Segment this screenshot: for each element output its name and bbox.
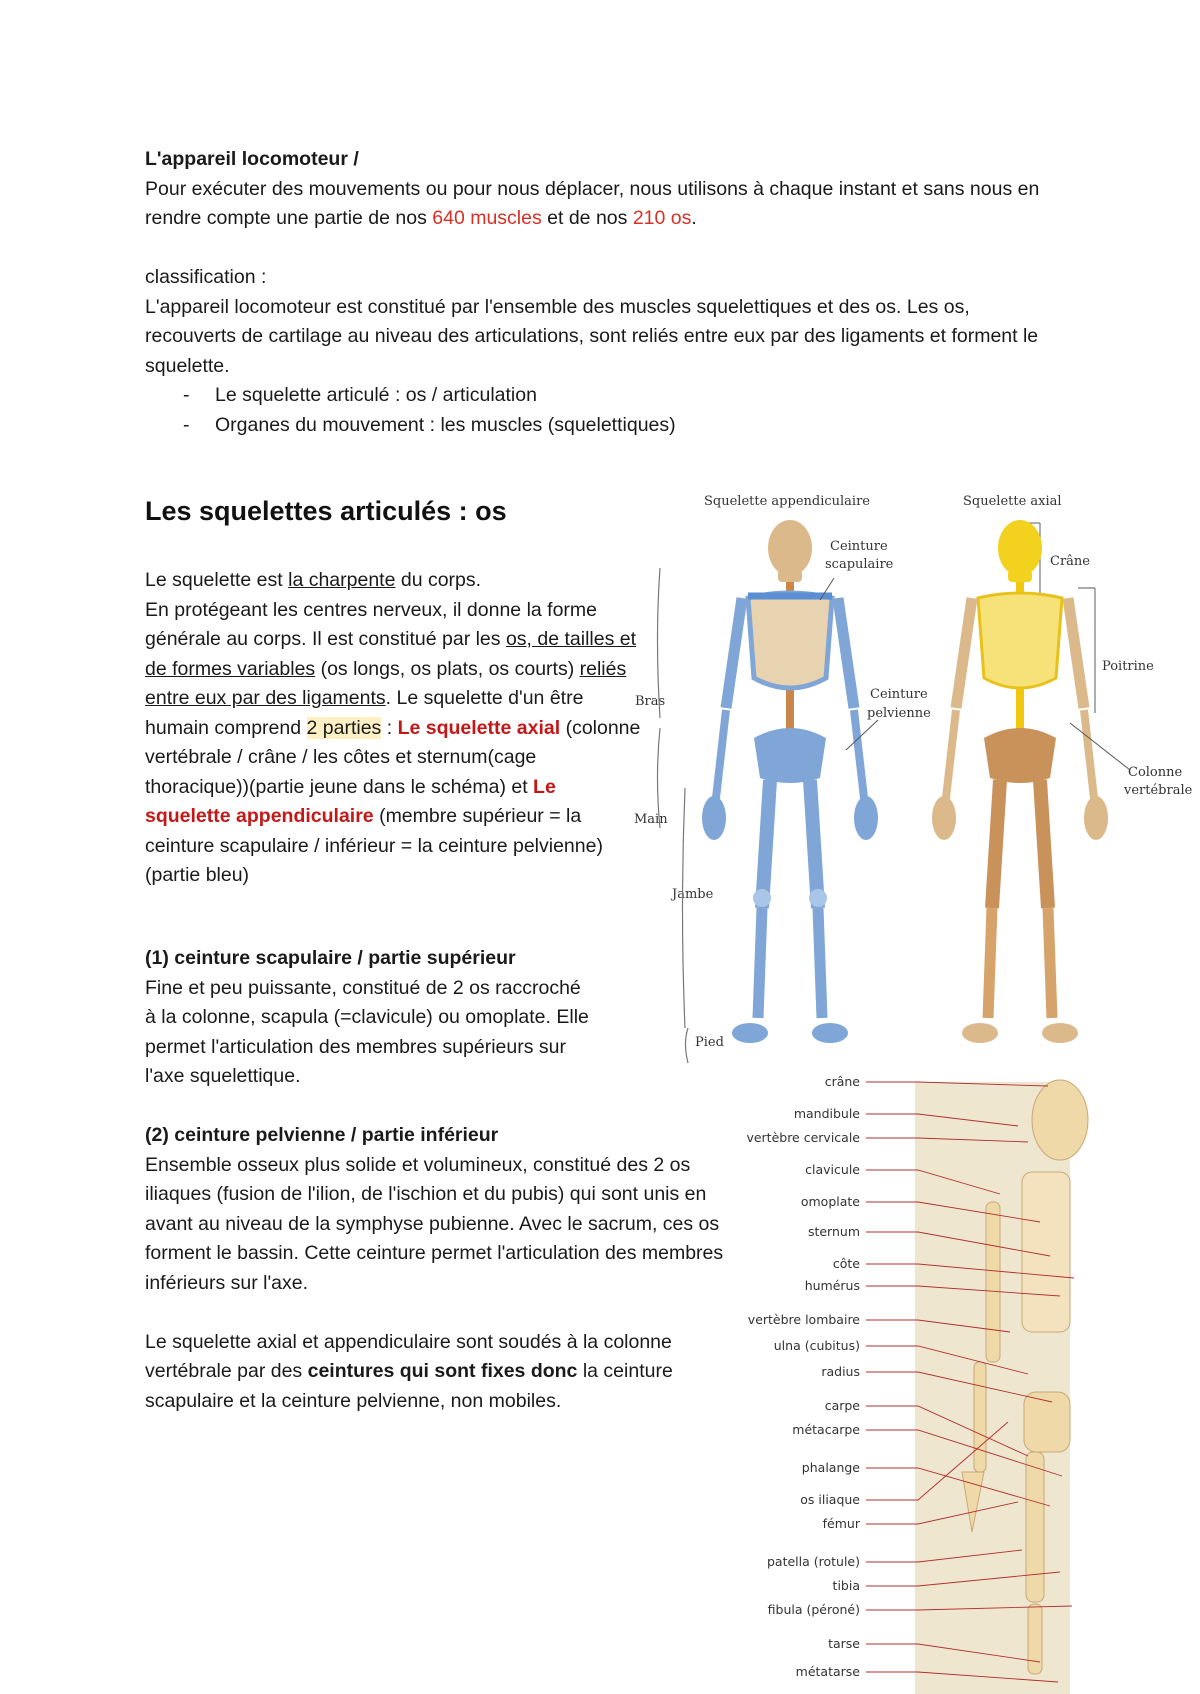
ceinture-scapulaire-title: (1) ceinture scapulaire / partie supérieur: [145, 947, 516, 969]
fig2-label: sternum: [807, 1224, 860, 1239]
section-heading: Les squelettes articulés : os: [145, 496, 507, 526]
fig2-label: omoplate: [800, 1194, 860, 1209]
label-ceinture-pelv-2: pelvienne: [867, 706, 931, 721]
intro-title: L'appareil locomoteur /: [145, 148, 359, 170]
appendicular-skeleton: [702, 520, 878, 1043]
fig2-label: patella (rotule): [766, 1554, 860, 1569]
conclusion-a: Le squelette axial et appendiculaire sont soudés à la colonne vertébrale par des: [145, 1330, 672, 1382]
fig2-label: tibia: [832, 1578, 860, 1593]
label-ceinture-pelv-1: Ceinture: [870, 687, 928, 702]
label-colonne-1: Colonne: [1128, 765, 1183, 780]
label-bras: Bras: [635, 694, 666, 709]
fig2-label: radius: [821, 1364, 860, 1379]
fig2-label: ulna (cubitus): [773, 1338, 860, 1353]
fig2-label: carpe: [824, 1398, 860, 1413]
label-crane: Crâne: [1050, 554, 1090, 569]
label-main: Main: [634, 812, 668, 827]
ceinture-pelvienne-title: (2) ceinture pelvienne / partie inférieur: [145, 1124, 499, 1146]
fig-title-appendicular: Squelette appendiculaire: [704, 494, 870, 509]
intro-text-b: et de nos: [541, 207, 633, 229]
bullet-item: - Le squelette articulé : os / articulation: [183, 381, 1065, 411]
fig2-label: tarse: [828, 1636, 860, 1651]
s2-text-e: (colonne vertébrale / crâne / les côtes et sternum(cage thoracique))(partie jeune dans le schéma) et: [145, 716, 641, 798]
s2-text-c: . Le squelette d'un être humain comprend: [145, 687, 584, 739]
intro-paragraph: [145, 175, 1065, 234]
fig2-label: côte: [832, 1256, 860, 1271]
intro-text-c: .: [691, 207, 697, 229]
squelette-sentence: [145, 566, 645, 596]
fig2-label: vertèbre lombaire: [747, 1312, 860, 1327]
axial-term: Le squelette axial: [397, 716, 561, 739]
label-colonne-2: vertébrale: [1124, 783, 1193, 798]
fig2-label: métatarse: [795, 1664, 860, 1679]
conclusion-b: la ceinture scapulaire et la ceinture pelvienne, non mobiles.: [145, 1360, 673, 1412]
fig2-label: crâne: [824, 1074, 860, 1089]
s2-underline: os, de tailles et de formes variables: [145, 628, 637, 680]
label-ceinture-scap-2: scapulaire: [825, 557, 894, 572]
intro-block: [145, 145, 1065, 440]
muscles-count: 640 muscles: [432, 207, 542, 229]
bullet-list: [145, 381, 1065, 440]
classification-text: L'appareil locomoteur est constitué par l'ensemble des muscles squelettiques et des os. Les os, recouverts de cartilage au niveau des articulations, sont reliés entre eux par des ligaments et forment le squelette.: [145, 295, 1039, 377]
fig2-label: fémur: [822, 1516, 860, 1531]
label-jambe: Jambe: [672, 887, 714, 902]
s2-underline-2: reliés entre eux par des ligaments: [145, 657, 627, 709]
s2-text-d: :: [381, 716, 398, 739]
bullet-item: - Organes du mouvement : les muscles (squelettiques): [183, 411, 1065, 441]
fig2-label: os iliaque: [800, 1492, 860, 1507]
ceinture-pelvienne-text: Ensemble osseux plus solide et volumineux, constitué des 2 os iliaques (fusion de l'ilion, de l'ischion et du pubis) qui sont unis en avant au niveau de la symphyse pubienne. Avec le sacrum, ces os forment le bassin. Cette ceinture permet l'articulation des membres inférieurs sur l'axe.: [145, 1153, 724, 1294]
fig2-label: vertèbre cervicale: [746, 1130, 860, 1145]
s1-underline: la charpente: [288, 569, 396, 591]
appendicular-term: Le squelette appendiculaire: [145, 775, 556, 827]
fig2-label: clavicule: [805, 1162, 860, 1177]
conclusion-bold: ceintures qui sont fixes donc: [307, 1360, 578, 1382]
s2-text-b: (os longs, os plats, os courts): [315, 657, 580, 680]
s1-text-b: du corps.: [395, 569, 482, 591]
conclusion-text: [145, 1328, 745, 1417]
label-poitrine: Poitrine: [1102, 659, 1154, 674]
fig-title-axial: Squelette axial: [963, 494, 1062, 509]
s2-text-f: (membre supérieur = la ceinture scapulaire / inférieur = la ceinture pelvienne)(partie bleu): [145, 805, 603, 886]
label-ceinture-scap-1: Ceinture: [830, 539, 888, 554]
skeleton-diagram-figure: [630, 488, 1200, 1068]
fig2-label: métacarpe: [792, 1422, 860, 1437]
classification-label: classification :: [145, 266, 267, 288]
s2-text: En protégeant les centres nerveux, il donne la forme générale au corps. Il est constitué par les: [145, 598, 598, 650]
os-count: 210 os: [632, 207, 692, 229]
label-pied: Pied: [695, 1035, 724, 1050]
fig2-label: mandibule: [793, 1106, 860, 1121]
ceinture-scapulaire-text: Fine et peu puissante, constitué de 2 os raccroché à la colonne, scapula (=clavicule) ou omoplate. Elle permet l'articulation des membres supérieurs sur l'axe squelettique.: [145, 976, 589, 1087]
labeled-skeleton-figure: [746, 1072, 1070, 1694]
fig2-labels: [746, 1074, 860, 1679]
axial-skeleton: [932, 520, 1108, 1043]
intro-text-a: Pour exécuter des mouvements ou pour nous déplacer, nous utilisons à chaque instant et sans nous en rendre compte une partie de nos: [145, 177, 1040, 229]
fig2-label: phalange: [801, 1460, 860, 1475]
squelette-paragraph: [145, 596, 645, 891]
section-body: [145, 566, 645, 891]
fig2-label: humérus: [804, 1278, 860, 1293]
s1-text: Le squelette est: [145, 569, 289, 591]
fig2-label: fibula (péroné): [767, 1602, 860, 1617]
two-parts-highlight: 2 parties: [306, 716, 382, 739]
